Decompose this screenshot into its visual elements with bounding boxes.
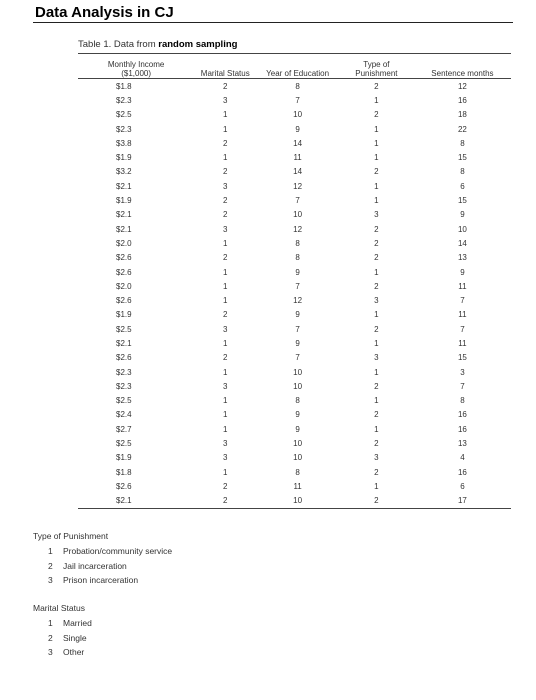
table-row [78, 108, 511, 122]
cell-income: $2.5 [116, 110, 132, 120]
cell-punishment: 1 [374, 396, 379, 406]
cell-income: $2.4 [116, 410, 132, 420]
cell-punishment: 1 [374, 138, 379, 148]
cell-marital: 1 [223, 153, 228, 163]
cell-income: $2.1 [116, 224, 132, 234]
cell-income: $2.0 [116, 238, 132, 248]
table-row [78, 93, 511, 107]
cell-punishment: 2 [374, 167, 379, 177]
cell-education: 9 [295, 424, 300, 434]
cell-marital: 1 [223, 281, 228, 291]
cell-income: $3.2 [116, 167, 132, 177]
header-income [78, 54, 194, 79]
cell-sentence: 7 [460, 381, 465, 391]
cell-education: 8 [295, 396, 300, 406]
cell-sentence: 6 [460, 181, 465, 191]
table-row [78, 208, 511, 222]
table-row [78, 193, 511, 207]
legend-label: Single [63, 632, 87, 643]
caption-prefix: Table 1. Data from [78, 39, 159, 50]
cell-income: $2.0 [116, 281, 132, 291]
cell-marital: 1 [223, 338, 228, 348]
header-punishment-line2: Punishment [355, 69, 398, 78]
cell-income: $2.3 [116, 367, 132, 377]
caption-bold: random sampling [158, 39, 238, 50]
cell-punishment: 2 [339, 494, 414, 509]
cell-income: $2.5 [116, 324, 132, 334]
cell-sentence: 15 [457, 196, 467, 206]
table-row [78, 293, 511, 307]
cell-income: $1.8 [116, 467, 132, 477]
cell-marital: 2 [223, 138, 228, 148]
table-row [78, 479, 511, 493]
cell-education: 10 [293, 453, 303, 463]
cell-education: 7 [295, 281, 300, 291]
page-title: Data Analysis in CJ [35, 4, 174, 21]
cell-education: 10 [256, 494, 339, 509]
cell-education: 9 [295, 338, 300, 348]
cell-sentence: 11 [458, 310, 467, 320]
table-row [78, 322, 511, 336]
cell-sentence: 11 [458, 338, 467, 348]
data-table-container [78, 53, 511, 509]
table-caption [78, 39, 237, 50]
cell-sentence: 12 [457, 81, 467, 91]
cell-marital: 3 [223, 224, 228, 234]
cell-sentence: 13 [457, 439, 467, 449]
cell-marital: 1 [223, 396, 228, 406]
header-punishment [339, 54, 414, 79]
cell-sentence: 15 [457, 353, 467, 363]
cell-sentence: 16 [457, 410, 467, 420]
cell-marital: 2 [223, 210, 228, 220]
cell-income: $2.3 [116, 95, 132, 105]
cell-sentence: 8 [460, 138, 465, 148]
table-row [78, 494, 511, 509]
cell-marital: 2 [223, 353, 228, 363]
table-row [78, 79, 511, 94]
cell-sentence: 4 [460, 453, 465, 463]
cell-income: $1.9 [116, 153, 132, 163]
cell-income: $2.3 [116, 381, 132, 391]
legend-item [33, 559, 172, 574]
table-row [78, 150, 511, 164]
table-row [78, 179, 511, 193]
cell-marital: 2 [223, 481, 228, 491]
cell-punishment: 3 [374, 210, 379, 220]
cell-punishment: 2 [374, 253, 379, 263]
cell-marital: 3 [223, 181, 228, 191]
cell-punishment: 1 [374, 481, 379, 491]
table-row [78, 222, 511, 236]
cell-marital: 3 [223, 453, 228, 463]
header-income-line2: ($1,000) [121, 69, 151, 78]
cell-sentence: 22 [457, 124, 467, 134]
cell-education: 11 [293, 481, 302, 491]
cell-education: 14 [293, 167, 303, 177]
legend-item [33, 616, 92, 631]
cell-education: 11 [293, 153, 302, 163]
cell-education: 10 [293, 381, 303, 391]
cell-income: $2.6 [116, 253, 132, 263]
legend-item [33, 631, 92, 646]
cell-marital: 3 [223, 95, 228, 105]
cell-punishment: 1 [374, 95, 379, 105]
cell-education: 14 [293, 138, 303, 148]
punishment-legend-title: Type of Punishment [33, 531, 109, 541]
cell-education: 10 [293, 367, 303, 377]
legend-code: 2 [48, 632, 53, 643]
legend-code: 3 [48, 575, 53, 585]
title-divider [33, 22, 513, 23]
cell-income: $1.9 [116, 310, 132, 320]
cell-sentence: 16 [457, 467, 467, 477]
table-body [78, 79, 511, 509]
cell-income: $2.3 [116, 124, 132, 134]
cell-sentence: 10 [457, 224, 467, 234]
legend-label: Other [63, 647, 85, 657]
cell-punishment: 1 [374, 367, 379, 377]
cell-marital: 1 [223, 467, 228, 477]
cell-punishment: 1 [374, 424, 379, 434]
header-sentence: Sentence months [414, 54, 511, 79]
legend-item [33, 645, 92, 660]
cell-marital: 2 [223, 310, 228, 320]
cell-income: $2.6 [116, 481, 132, 491]
cell-sentence: 16 [457, 424, 467, 434]
table-row [78, 451, 511, 465]
cell-punishment: 2 [374, 381, 379, 391]
legend-code: 2 [48, 560, 53, 571]
cell-sentence: 9 [460, 210, 465, 220]
legend-code: 1 [48, 546, 53, 556]
legend-label: Married [63, 618, 92, 628]
cell-sentence: 15 [457, 153, 467, 163]
cell-income: $2.1 [116, 338, 132, 348]
cell-punishment: 1 [374, 181, 379, 191]
cell-punishment: 2 [374, 281, 379, 291]
cell-punishment: 2 [374, 439, 379, 449]
table-row [78, 436, 511, 450]
cell-marital: 1 [223, 424, 228, 434]
cell-income: $2.1 [116, 181, 132, 191]
cell-marital: 3 [223, 324, 228, 334]
cell-marital: 2 [223, 253, 228, 263]
cell-marital: 1 [223, 267, 228, 277]
marital-legend [33, 603, 92, 660]
cell-sentence: 3 [460, 367, 465, 377]
legend-item [33, 573, 172, 588]
cell-marital: 1 [223, 367, 228, 377]
cell-punishment: 2 [374, 410, 379, 420]
table-row [78, 351, 511, 365]
cell-sentence: 16 [457, 95, 467, 105]
marital-legend-title: Marital Status [33, 603, 85, 613]
cell-sentence: 17 [414, 494, 511, 509]
cell-income: $2.7 [116, 424, 132, 434]
cell-income: $2.5 [116, 396, 132, 406]
table-row [78, 394, 511, 408]
cell-punishment: 2 [374, 224, 379, 234]
punishment-legend [33, 531, 172, 588]
table-row [78, 122, 511, 136]
cell-punishment: 1 [374, 124, 379, 134]
table-row [78, 379, 511, 393]
cell-punishment: 2 [374, 238, 379, 248]
cell-education: 8 [295, 467, 300, 477]
cell-income: $2.1 [78, 494, 194, 509]
cell-income: $1.8 [116, 81, 132, 91]
table-header-row [78, 54, 511, 79]
cell-sentence: 7 [460, 296, 465, 306]
cell-income: $2.6 [116, 267, 132, 277]
cell-punishment: 1 [374, 153, 379, 163]
cell-education: 8 [295, 253, 300, 263]
legend-code: 3 [48, 647, 53, 657]
cell-sentence: 6 [460, 481, 465, 491]
cell-marital: 2 [223, 167, 228, 177]
cell-education: 12 [293, 296, 303, 306]
header-education: Year of Education [256, 54, 339, 79]
cell-income: $2.6 [116, 296, 132, 306]
cell-marital: 1 [223, 296, 228, 306]
table-row [78, 408, 511, 422]
cell-punishment: 3 [374, 453, 379, 463]
legend-label: Probation/community service [63, 546, 173, 556]
cell-punishment: 1 [374, 267, 379, 277]
cell-punishment: 3 [374, 353, 379, 363]
cell-marital: 2 [194, 494, 256, 509]
table-row [78, 251, 511, 265]
cell-marital: 3 [223, 381, 228, 391]
cell-marital: 1 [223, 410, 228, 420]
cell-education: 12 [293, 224, 303, 234]
cell-education: 9 [295, 267, 300, 277]
cell-income: $2.1 [116, 210, 132, 220]
cell-punishment: 2 [374, 110, 379, 120]
cell-education: 7 [295, 196, 300, 206]
cell-sentence: 14 [457, 238, 467, 248]
table-row [78, 165, 511, 179]
legend-label: Jail incarceration [63, 560, 127, 571]
cell-sentence: 8 [460, 396, 465, 406]
cell-income: $2.5 [116, 439, 132, 449]
cell-marital: 1 [223, 110, 228, 120]
cell-income: $2.6 [116, 353, 132, 363]
cell-marital: 1 [223, 238, 228, 248]
cell-education: 9 [295, 124, 300, 134]
cell-income: $1.9 [116, 196, 132, 206]
cell-education: 7 [295, 95, 300, 105]
cell-punishment: 2 [374, 324, 379, 334]
header-marital: Marital Status [194, 54, 256, 79]
cell-punishment: 2 [374, 81, 379, 91]
table-row [78, 279, 511, 293]
cell-marital: 2 [223, 196, 228, 206]
cell-income: $3.8 [116, 138, 132, 148]
table-row [78, 336, 511, 350]
cell-education: 10 [293, 110, 303, 120]
legend-label: Prison incarceration [63, 575, 139, 585]
cell-sentence: 11 [458, 281, 467, 291]
header-punishment-line1: Type of [363, 60, 390, 69]
cell-education: 12 [293, 181, 303, 191]
table-row [78, 236, 511, 250]
cell-education: 9 [295, 310, 300, 320]
cell-education: 8 [295, 238, 300, 248]
table-row [78, 422, 511, 436]
cell-education: 10 [293, 439, 303, 449]
cell-marital: 1 [223, 124, 228, 134]
cell-education: 10 [293, 210, 303, 220]
table-row [78, 308, 511, 322]
cell-punishment: 3 [374, 296, 379, 306]
cell-education: 9 [295, 410, 300, 420]
cell-education: 8 [295, 81, 300, 91]
cell-marital: 3 [223, 439, 228, 449]
cell-sentence: 13 [457, 253, 467, 263]
header-income-line1: Monthly Income [107, 60, 165, 69]
cell-sentence: 9 [460, 267, 465, 277]
cell-income: $1.9 [116, 453, 132, 463]
cell-punishment: 1 [374, 310, 379, 320]
cell-punishment: 1 [374, 196, 379, 206]
cell-education: 7 [295, 353, 300, 363]
table-row [78, 465, 511, 479]
cell-sentence: 18 [457, 110, 467, 120]
cell-education: 7 [295, 324, 300, 334]
table-row [78, 265, 511, 279]
cell-marital: 2 [223, 81, 228, 91]
cell-punishment: 1 [374, 338, 379, 348]
legend-code: 1 [48, 618, 53, 628]
cell-punishment: 2 [374, 467, 379, 477]
data-table [78, 53, 511, 509]
legend-item [33, 544, 172, 559]
cell-sentence: 7 [460, 324, 465, 334]
cell-sentence: 8 [460, 167, 465, 177]
table-row [78, 136, 511, 150]
table-row [78, 365, 511, 379]
